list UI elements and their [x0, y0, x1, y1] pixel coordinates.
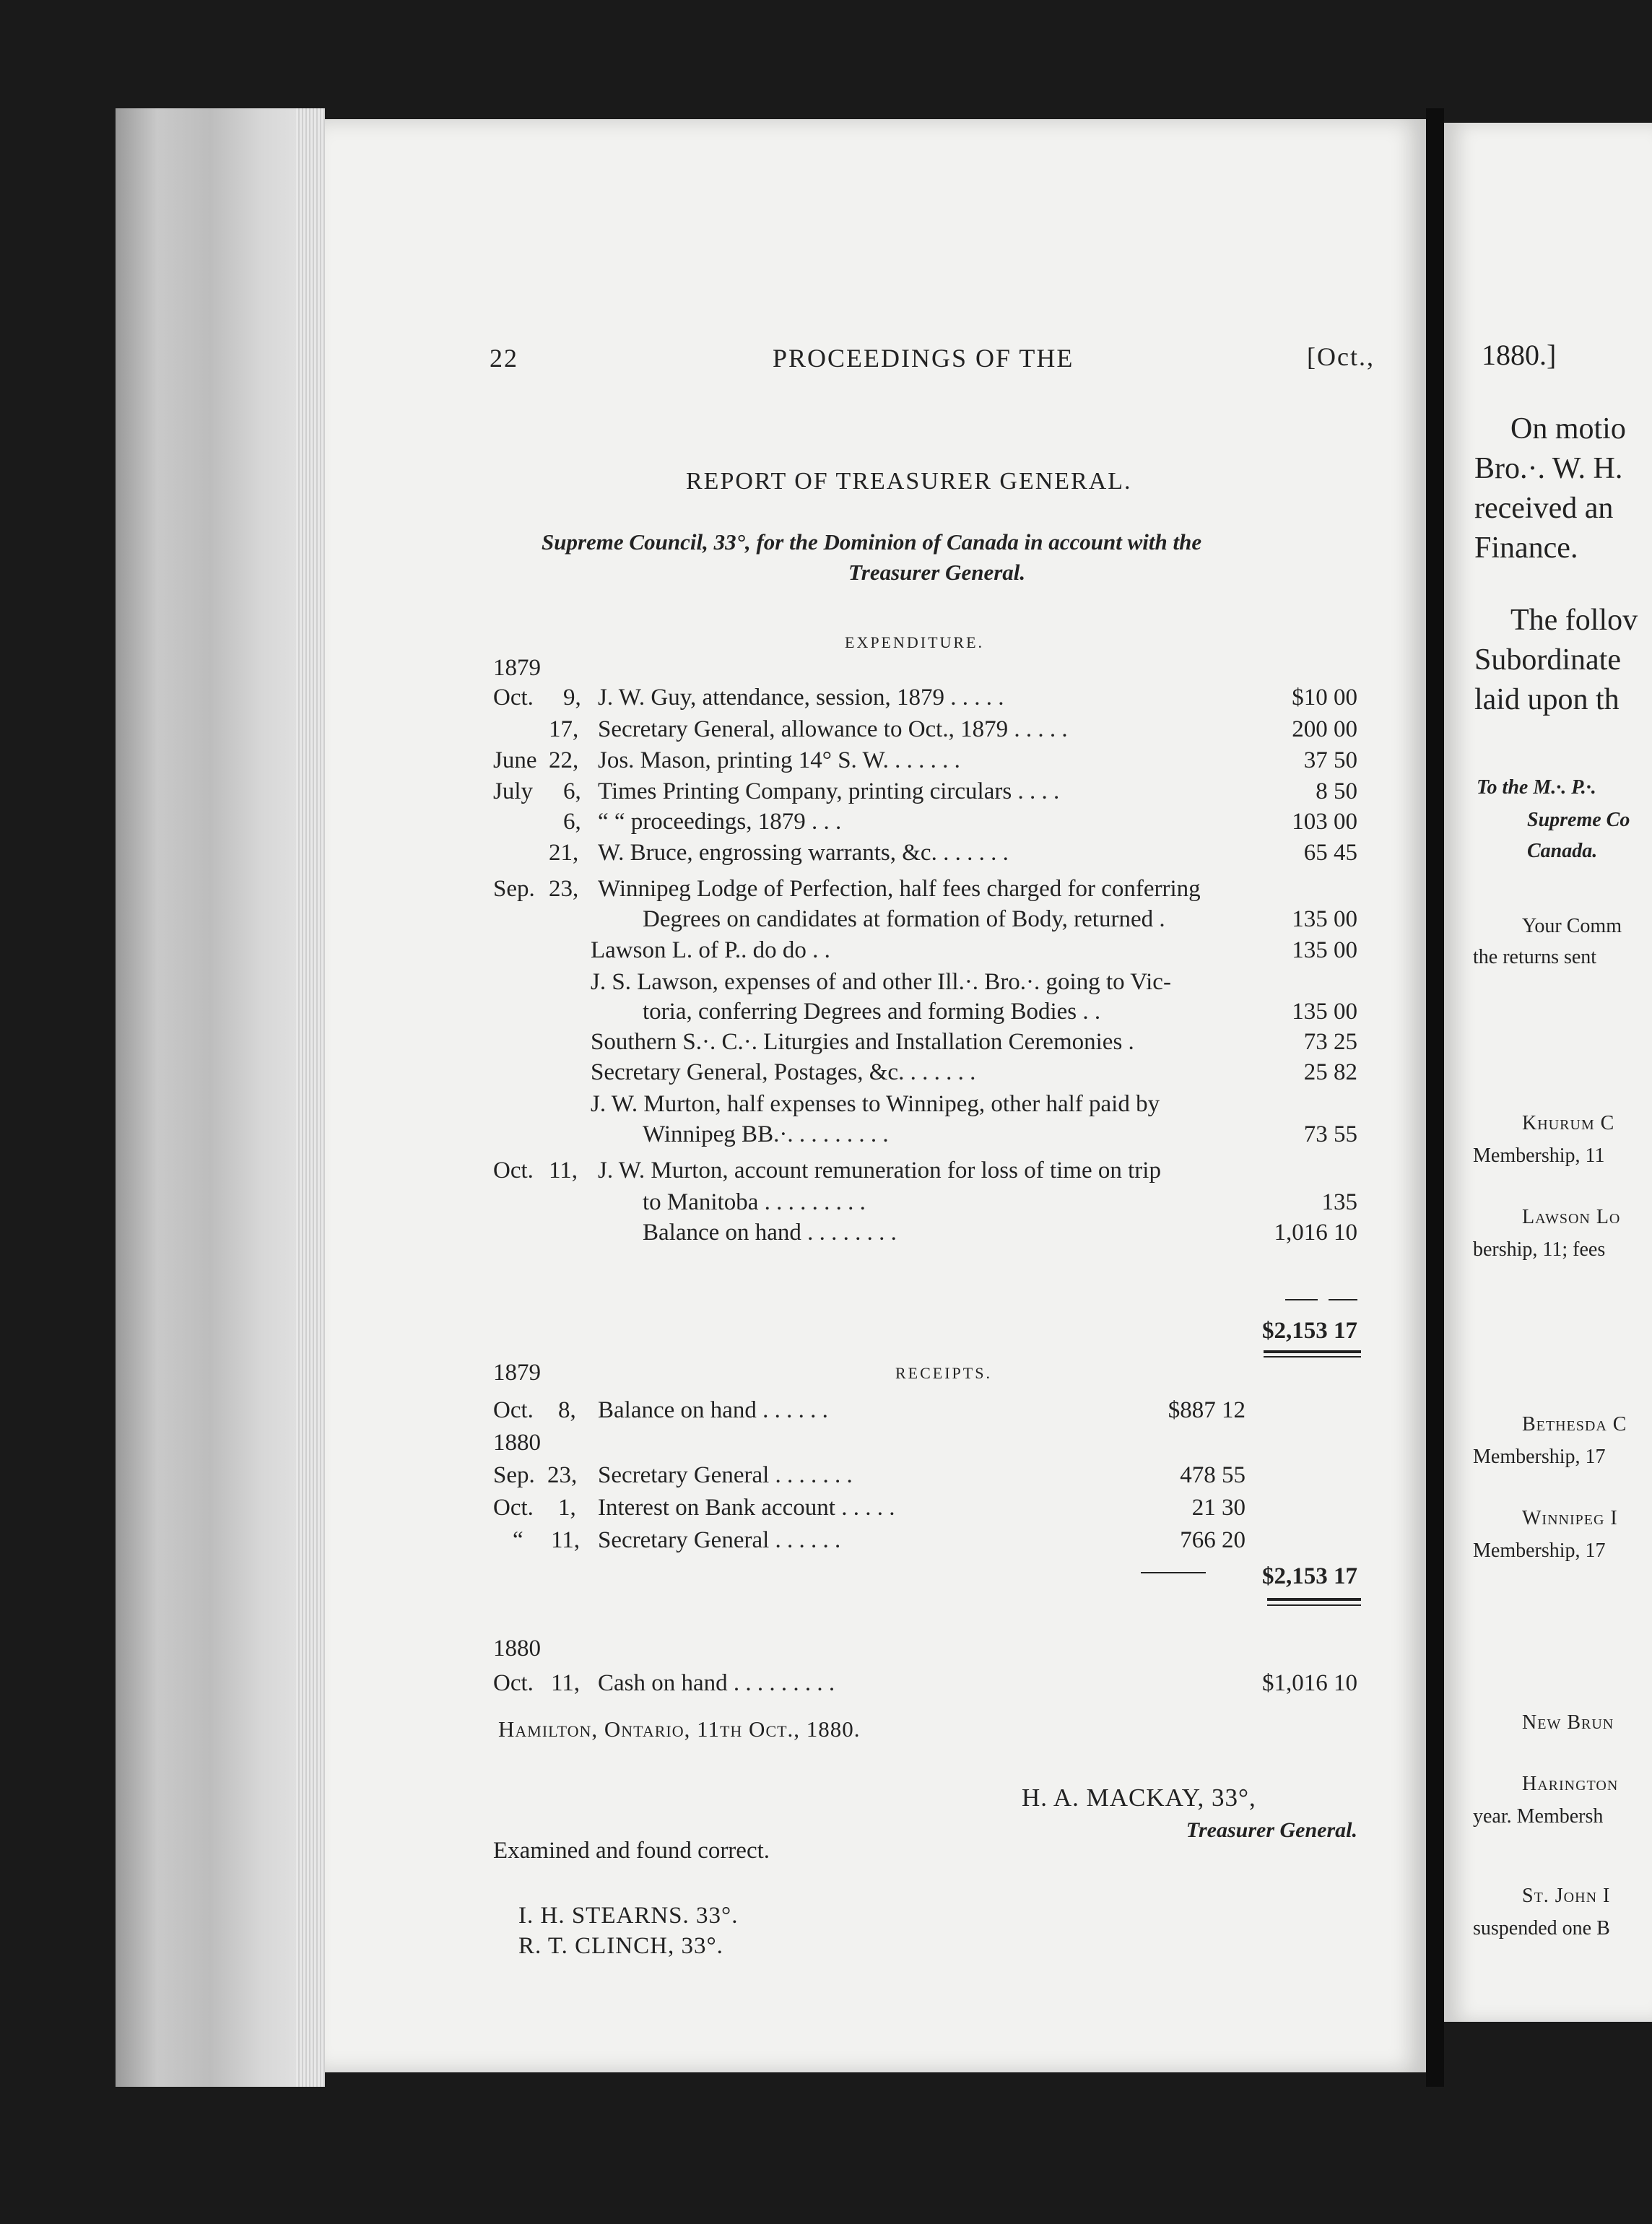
expenditure-description: Southern S.·. C.·. Liturgies and Installation Ceremonies .: [591, 1029, 1134, 1055]
cash-text: Cash on hand . . . . . . . . .: [598, 1670, 835, 1696]
cash-year: 1880: [493, 1636, 541, 1662]
receipts-year-1880: 1880: [493, 1430, 541, 1456]
expenditure-day: 6,: [563, 778, 581, 804]
expenditure-description: Secretary General, Postages, &c. . . . . . .: [591, 1059, 976, 1085]
auditor-1: I. H. STEARNS. 33°.: [518, 1903, 739, 1929]
right-page-entry-line: Membership, 17: [1473, 1446, 1606, 1468]
left-page: [325, 119, 1426, 2072]
running-date: [Oct.,: [1307, 342, 1375, 371]
expenditure-amount: 135: [1321, 1189, 1357, 1215]
receipt-amount: 766 20: [1180, 1527, 1245, 1553]
expenditure-heading: EXPENDITURE.: [845, 633, 985, 651]
receipt-date: Sep.: [493, 1462, 535, 1488]
cash-day: 11,: [551, 1670, 581, 1696]
receipt-day: 1,: [558, 1495, 576, 1521]
expenditure-description: “ “ proceedings, 1879 . . .: [598, 809, 842, 835]
right-page-line: Subordinate: [1474, 643, 1621, 677]
right-page-entry-line: Your Comm: [1522, 915, 1622, 937]
receipts-heading: RECEIPTS.: [895, 1364, 992, 1382]
expenditure-description: Balance on hand . . . . . . . .: [643, 1220, 897, 1246]
right-page-entry-line: Membership, 11: [1473, 1144, 1605, 1167]
right-page-address-line: Supreme Co: [1527, 809, 1630, 831]
double-rule: [1264, 1356, 1361, 1358]
right-page: [1444, 123, 1652, 2022]
expenditure-description: Lawson L. of P.. do do . .: [591, 937, 830, 963]
expenditure-day: 17,: [549, 716, 579, 742]
running-title: PROCEEDINGS OF THE: [773, 344, 1074, 373]
right-page-line: On motio: [1510, 412, 1626, 446]
expenditure-day: 21,: [549, 840, 579, 866]
expenditure-date: Oct.: [493, 1157, 534, 1183]
subtotal-rule: [1141, 1572, 1206, 1573]
cash-amount: $1,016 10: [1262, 1670, 1357, 1696]
double-rule: [1267, 1598, 1361, 1601]
expenditure-description: Times Printing Company, printing circulars . . . .: [598, 778, 1060, 804]
expenditure-description: W. Bruce, engrossing warrants, &c. . . . . . .: [598, 840, 1009, 866]
right-page-address-line: To the M.·. P.·.: [1477, 776, 1596, 799]
double-rule: [1264, 1350, 1361, 1353]
right-page-line: laid upon th: [1474, 683, 1620, 716]
expenditure-description: J. W. Guy, attendance, session, 1879 . . . . .: [598, 685, 1004, 711]
expenditure-amount: 135 00: [1292, 906, 1357, 932]
expenditure-day: 6,: [563, 809, 581, 835]
expenditure-description: J. S. Lawson, expenses of and other Ill.·. Bro.·. going to Vic-: [591, 969, 1171, 995]
book-gutter: [1426, 108, 1444, 2087]
right-page-entry-line: bership, 11; fees: [1473, 1238, 1606, 1261]
right-page-entry-line: Membership, 17: [1473, 1539, 1606, 1562]
auditor-2: R. T. CLINCH, 33°.: [518, 1933, 723, 1959]
receipt-date: Oct.: [493, 1397, 534, 1423]
right-page-line: received an: [1474, 492, 1614, 525]
cash-date: Oct.: [493, 1670, 534, 1696]
expenditure-description: Winnipeg BB.·. . . . . . . . .: [643, 1121, 889, 1147]
expenditure-date: Oct.: [493, 685, 534, 711]
expenditure-amount: 37 50: [1303, 747, 1357, 773]
expenditure-day: 23,: [549, 876, 579, 902]
expenditure-amount: 73 25: [1303, 1029, 1357, 1055]
receipt-text: Interest on Bank account . . . . .: [598, 1495, 895, 1521]
book-page-edges: [116, 108, 325, 2087]
expenditure-description: J. W. Murton, half expenses to Winnipeg, other half paid by: [591, 1091, 1160, 1117]
receipt-day: 23,: [547, 1462, 578, 1488]
right-page-entry-line: year. Membersh: [1473, 1805, 1604, 1828]
receipt-amount: $887 12: [1168, 1397, 1245, 1423]
right-page-entry-line: Winnipeg I: [1522, 1507, 1618, 1529]
expenditure-day: 11,: [549, 1157, 578, 1183]
report-subtitle-line2: Treasurer General.: [848, 560, 1026, 585]
right-page-entry-line: Bethesda C: [1522, 1413, 1627, 1435]
right-page-entry-line: St. John I: [1522, 1885, 1611, 1907]
right-page-entry-line: the returns sent: [1473, 946, 1597, 968]
receipt-amount: 21 30: [1191, 1495, 1245, 1521]
expenditure-description: J. W. Murton, account remuneration for loss of time on trip: [598, 1157, 1161, 1183]
right-page-line: The follov: [1510, 604, 1638, 637]
expenditure-amount: 73 55: [1303, 1121, 1357, 1147]
right-page-line: Finance.: [1474, 531, 1578, 565]
receipt-text: Secretary General . . . . . . .: [598, 1462, 853, 1488]
total-rule: [1285, 1299, 1318, 1300]
right-page-header: 1880.]: [1482, 339, 1557, 371]
receipts-year-1879: 1879: [493, 1360, 541, 1386]
expenditure-amount: 135 00: [1292, 937, 1357, 963]
expenditure-date: Sep.: [493, 876, 535, 902]
right-page-entry-line: New Brun: [1522, 1711, 1614, 1734]
receipt-text: Secretary General . . . . . .: [598, 1527, 841, 1553]
expenditure-description: Jos. Mason, printing 14° S. W. . . . . . .: [598, 747, 960, 773]
expenditure-description: Winnipeg Lodge of Perfection, half fees charged for conferring: [598, 876, 1201, 902]
right-page-entry-line: Lawson Lo: [1522, 1206, 1621, 1228]
right-page-line: Bro.·. W. H.: [1474, 452, 1623, 485]
receipt-date: Oct.: [493, 1495, 534, 1521]
expenditure-amount: 65 45: [1303, 840, 1357, 866]
right-page-entry-line: Harington: [1522, 1773, 1619, 1795]
report-title: REPORT OF TREASURER GENERAL.: [686, 468, 1132, 495]
expenditure-description: Secretary General, allowance to Oct., 1879 . . . . .: [598, 716, 1068, 742]
signature-role: Treasurer General.: [1186, 1818, 1357, 1842]
place-date-line: Hamilton, Ontario, 11th Oct., 1880.: [498, 1716, 861, 1742]
expenditure-amount: 1,016 10: [1274, 1220, 1357, 1246]
expenditure-year: 1879: [493, 655, 541, 681]
receipt-day: 11,: [551, 1527, 581, 1553]
page-number: 22: [490, 344, 518, 373]
expenditure-date: July: [493, 778, 534, 804]
expenditure-description: to Manitoba . . . . . . . . .: [643, 1189, 866, 1215]
total-rule: [1329, 1299, 1357, 1300]
double-rule: [1267, 1604, 1361, 1606]
expenditure-amount: 8 50: [1316, 778, 1357, 804]
expenditure-amount: 135 00: [1292, 999, 1357, 1025]
expenditure-amount: 200 00: [1292, 716, 1357, 742]
right-page-entry-line: Khurum C: [1522, 1112, 1615, 1134]
receipt-amount: 478 55: [1180, 1462, 1245, 1488]
expenditure-amount: 103 00: [1292, 809, 1357, 835]
expenditure-amount: $10 00: [1292, 685, 1357, 711]
receipts-total: $2,153 17: [1262, 1563, 1357, 1589]
report-subtitle-line1: Supreme Council, 33°, for the Dominion of Canada in account with the: [542, 529, 1202, 555]
expenditure-day: 9,: [563, 685, 581, 711]
expenditure-total: $2,153 17: [1262, 1318, 1357, 1344]
expenditure-day: 22,: [549, 747, 579, 773]
expenditure-description: Degrees on candidates at formation of Body, returned .: [643, 906, 1165, 932]
right-page-address-line: Canada.: [1527, 840, 1598, 862]
receipt-date: “: [513, 1527, 523, 1553]
receipt-text: Balance on hand . . . . . .: [598, 1397, 828, 1423]
right-page-entry-line: suspended one B: [1473, 1917, 1610, 1940]
receipt-day: 8,: [558, 1397, 576, 1423]
signature-name: H. A. MACKAY, 33°,: [1022, 1784, 1256, 1812]
expenditure-amount: 25 82: [1303, 1059, 1357, 1085]
examined-statement: Examined and found correct.: [493, 1838, 770, 1864]
expenditure-description: toria, conferring Degrees and forming Bodies . .: [643, 999, 1101, 1025]
expenditure-date: June: [493, 747, 537, 773]
